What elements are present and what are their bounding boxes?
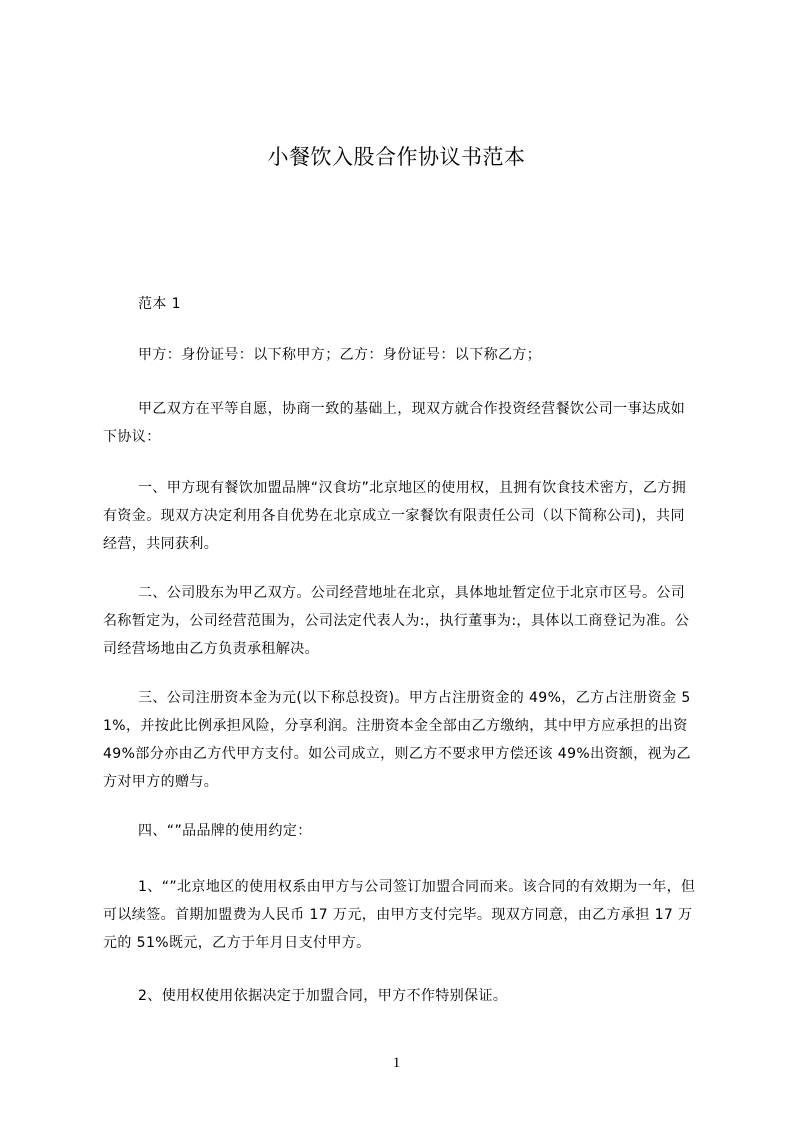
paragraph-clause-1: 一、甲方现有餐饮加盟品牌“汉食坊”北京地区的使用权，且拥有饮食技术密方，乙方拥有资金。现双方决定利用各自优势在北京成立一家餐饮有限责任公司（以下简称公司)，共同经营，共同获利。	[103, 480, 687, 552]
paragraph-clause-2: 二、公司股东为甲乙双方。公司经营地址在北京，具体地址暂定位于北京市区号。公司名称暂定为，公司经营范围为，公司法定代表人为:，执行董事为:，具体以工商登记为准。公司经营场地由乙方负责承租解决。	[103, 585, 690, 657]
paragraph-parties: 甲方：身份证号：以下称甲方；乙方：身份证号：以下称乙方；	[138, 347, 542, 363]
paragraph-preamble: 甲乙双方在平等自愿，协商一致的基础上，现双方就合作投资经营餐饮公司一事达成如下协议：	[103, 401, 686, 445]
paragraph-clause-4-item-2: 2、使用权使用依据决定于加盟合同，甲方不作特别保证。	[138, 988, 508, 1004]
document-title: 小餐饮入股合作协议书范本	[267, 145, 526, 169]
paragraph-clause-4: 四、“”品品牌的使用约定：	[138, 823, 312, 839]
page-number: 1	[392, 1055, 401, 1071]
paragraph-clause-3: 三、公司注册资本金为元(以下称总投资)。甲方占注册资金的 49%，乙方占注册资金 51%，并按此比例承担风险，分享利润。注册资本金全部由乙方缴纳，其中甲方应承担的出资 49%部分亦由乙方代甲方支付。如公司成立，则乙方不要求甲方偿还该 49%出资额，视为乙方对甲方的赠与。	[103, 690, 691, 790]
paragraph-clause-4-item-1: 1、“”北京地区的使用权系由甲方与公司签订加盟合同而来。该合同的有效期为一年，但可以续签。首期加盟费为人民币 17 万元，由甲方支付完毕。现双方同意，由乙方承担 17 万元的 51%既元，乙方于年月日支付甲方。	[103, 879, 696, 951]
paragraph-template-label: 范本 1	[138, 296, 181, 312]
